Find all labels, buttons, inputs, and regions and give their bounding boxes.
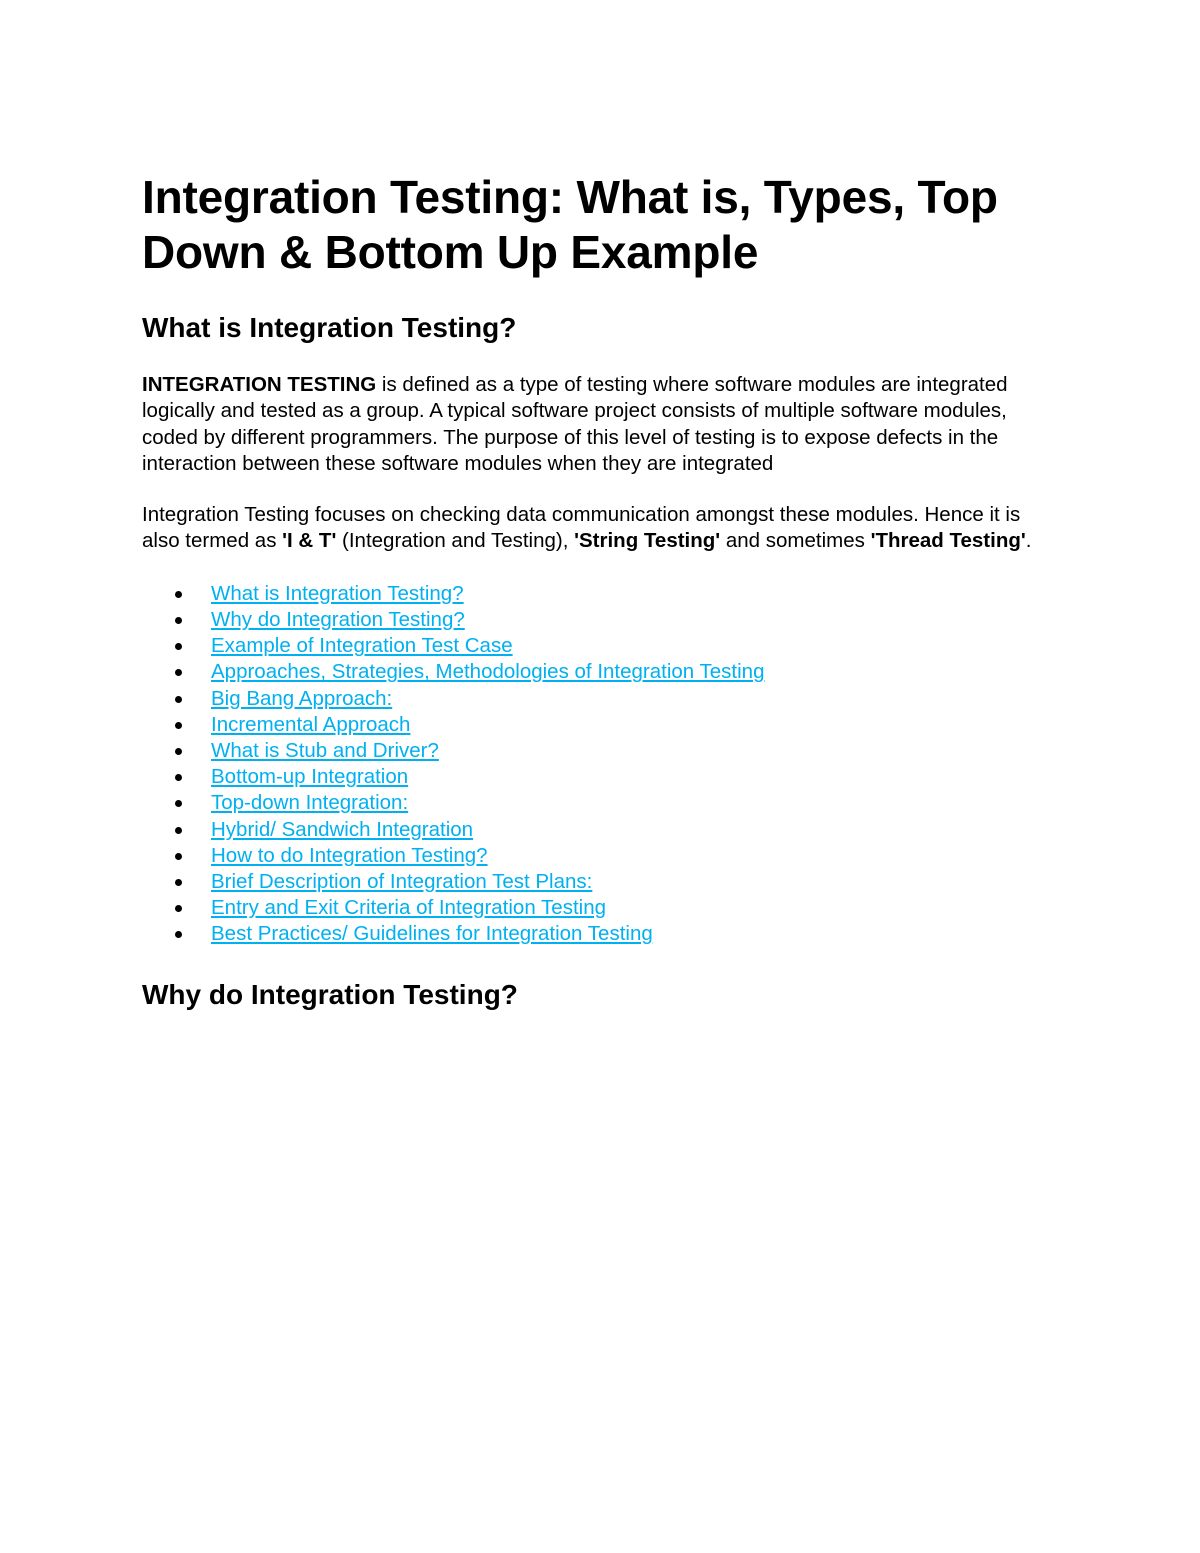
toc-link-entry-exit[interactable]: Entry and Exit Criteria of Integration Testing bbox=[211, 896, 607, 920]
list-item bbox=[142, 921, 1072, 947]
bullet-icon bbox=[175, 905, 182, 912]
intro-lead-term: INTEGRATION TESTING bbox=[142, 373, 377, 396]
bullet-icon bbox=[175, 827, 182, 834]
section-heading-why-do: Why do Integration Testing? bbox=[142, 978, 518, 1010]
toc-link-bottom-up[interactable]: Bottom-up Integration bbox=[211, 765, 409, 789]
term-thread-testing: 'Thread Testing' bbox=[870, 529, 1026, 553]
toc-link-incremental[interactable]: Incremental Approach bbox=[211, 712, 411, 736]
toc-link-stub-driver[interactable]: What is Stub and Driver? bbox=[211, 739, 439, 762]
toc-link-how-to[interactable]: How to do Integration Testing? bbox=[211, 843, 488, 867]
toc-link-top-down[interactable]: Top-down Integration: bbox=[211, 791, 409, 815]
list-item bbox=[142, 659, 1072, 685]
term-string-testing: 'String Testing' bbox=[574, 529, 721, 553]
list-item bbox=[142, 686, 1072, 712]
bullet-icon bbox=[175, 617, 182, 624]
list-item bbox=[142, 581, 1072, 607]
list-item bbox=[142, 817, 1072, 843]
list-item bbox=[142, 764, 1072, 790]
bullet-icon bbox=[175, 774, 182, 781]
bullet-icon bbox=[175, 931, 182, 938]
bullet-icon bbox=[175, 800, 182, 807]
toc-link-best-practices[interactable]: Best Practices/ Guidelines for Integration Testing bbox=[211, 922, 653, 946]
document-page bbox=[142, 170, 1072, 1012]
page-title: Integration Testing: What is, Types, Top Down & Bottom Up Example bbox=[142, 171, 998, 278]
list-item bbox=[142, 790, 1072, 816]
list-item bbox=[142, 633, 1072, 659]
intro-paragraph bbox=[142, 372, 1067, 477]
toc-link-what-is[interactable]: What is Integration Testing? bbox=[211, 581, 464, 605]
list-item bbox=[142, 712, 1072, 738]
toc-link-example[interactable]: Example of Integration Test Case bbox=[211, 634, 513, 658]
bullet-icon bbox=[175, 748, 182, 755]
bullet-icon bbox=[175, 722, 182, 729]
list-item bbox=[142, 895, 1072, 921]
section-heading-what-is: What is Integration Testing? bbox=[142, 312, 517, 343]
toc-link-big-bang[interactable]: Big Bang Approach: bbox=[211, 686, 393, 710]
toc-link-approaches[interactable]: Approaches, Strategies, Methodologies of Integration Testing bbox=[211, 660, 765, 684]
focus-paragraph bbox=[142, 502, 1032, 555]
bullet-icon bbox=[175, 591, 182, 598]
bullet-icon bbox=[175, 643, 182, 650]
toc-link-hybrid[interactable]: Hybrid/ Sandwich Integration bbox=[211, 817, 474, 841]
focus-text-1: Integration Testing focuses on checking data communication amongst these modules. Hence it is also termed as bbox=[142, 503, 1021, 553]
toc-link-why-do[interactable]: Why do Integration Testing? bbox=[211, 607, 465, 631]
table-of-contents bbox=[142, 581, 1072, 948]
bullet-icon bbox=[175, 853, 182, 860]
list-item bbox=[142, 607, 1072, 633]
list-item bbox=[142, 869, 1072, 895]
term-i-and-t: 'I & T' bbox=[282, 529, 337, 553]
bullet-icon bbox=[175, 669, 182, 676]
list-item bbox=[142, 843, 1072, 869]
bullet-icon bbox=[175, 696, 182, 703]
toc-link-test-plans[interactable]: Brief Description of Integration Test Plans: bbox=[211, 870, 593, 894]
intro-text: is defined as a type of testing where software modules are integrated logically and tested as a group. A typical software project consists of multiple software modules, coded by different programmers. The purpose of this level of testing is to expose defects in the interaction between these software modules when they are integrated bbox=[142, 373, 1008, 475]
bullet-icon bbox=[175, 879, 182, 886]
list-item bbox=[142, 738, 1072, 764]
focus-text-2: (Integration and Testing), bbox=[336, 529, 575, 553]
focus-text-4: . bbox=[1025, 529, 1032, 553]
focus-text-3: and sometimes bbox=[720, 529, 871, 553]
